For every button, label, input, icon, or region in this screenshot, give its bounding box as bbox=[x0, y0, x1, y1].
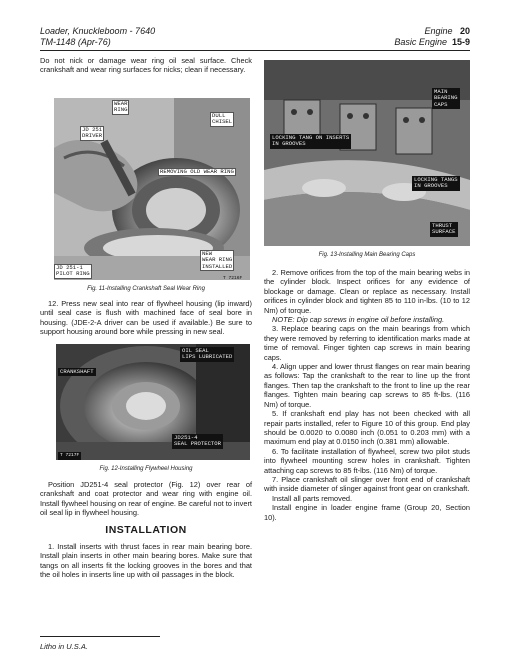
figure-12-code: T 7217F bbox=[58, 452, 81, 460]
footer-rule bbox=[40, 636, 160, 637]
install-all-paragraph: Install all parts removed. bbox=[272, 493, 353, 503]
position-paragraph: Position JD251-4 seal protector (Fig. 12) over rear of crankshaft and coat protector and wear ring with engine oil. Install flywheel housing on rear of engine. Be careful not to invert oil seal lip in flywheel housing. bbox=[40, 480, 252, 518]
right-column-text bbox=[264, 268, 470, 522]
install-engine-paragraph: Install engine in loader engine frame (Group 20, Section 10). bbox=[264, 503, 470, 522]
step-7-paragraph: 7. Place crankshaft oil slinger over front end of crankshaft with inside diameter of slinger against front gear on crankshaft. bbox=[264, 474, 470, 494]
installation-heading: INSTALLATION bbox=[105, 524, 187, 536]
label-locking-tangs: LOCKING TANGS IN GROOVES bbox=[414, 176, 458, 190]
figure-11-caption: Fig. 11-Installing Crankshaft Seal Wear Ring bbox=[87, 286, 205, 292]
label-wear-ring: WEAR RING bbox=[114, 100, 128, 114]
label-pilot-ring: JD 251-1 PILOT RING bbox=[56, 264, 90, 278]
section-number: 20 bbox=[459, 26, 470, 36]
label-thrust-surface: THRUST SURFACE bbox=[432, 222, 456, 236]
step-1-paragraph: 1. Install inserts with thrust faces in rear main bearing bore. Install plain inserts in other main bearing bores. Make sure that tangs on all inserts fit the locking grooves in the bores and that the oil holes in inserts line up with oil passages in the block. bbox=[40, 542, 252, 580]
note-paragraph: NOTE: Dip cap screws in engine oil before installing. bbox=[272, 315, 445, 325]
page-number: 15-9 bbox=[451, 37, 470, 47]
step-12-paragraph: 12. Press new seal into rear of flywheel housing (lip inward) until seal case is flush with machined face of seal bore in housing. (JDE-2-A driver can be used if available.) Be sure to support housing around bore while pressing in new seal. bbox=[40, 299, 252, 337]
label-dull-chisel: DULL CHISEL bbox=[212, 112, 233, 126]
step-6-paragraph: 6. To facilitate installation of flywheel, screw two pilot studs into flywheel mounting screw holes in crankshaft. Tighten attaching cap screws to 85 ft-lbs. (116 Nm) of torque. bbox=[264, 446, 470, 475]
step-3-paragraph: 3. Replace bearing caps on the main bearings from which they were removed by referring to identification marks made at time of removal. Finger tighten cap screws in main bearing caps. bbox=[264, 324, 470, 362]
intro-paragraph: Do not nick or damage wear ring oil seal surface. Check crankshaft and wear ring surfaces for nicks; clean if necessary. bbox=[40, 56, 252, 75]
step-2-paragraph: 2. Remove orifices from the top of the main bearing webs in the cylinder block. Inspect orifices for any evidence of blockage or damage. Clean or replace as necessary. Install orifices in cylinder block and tighten 85 to 110 in-lbs. (10 to 12 Nm) of torque. bbox=[264, 268, 470, 315]
label-removing-old-ring: REMOVING OLD WEAR RING bbox=[160, 168, 234, 175]
label-main-bearing-caps: MAIN BEARING CAPS bbox=[434, 88, 458, 108]
manual-title: Loader, Knuckleboom - 7640 bbox=[40, 26, 156, 36]
label-oil-seal: OIL SEAL LIPS LUBRICATED bbox=[182, 347, 233, 361]
manual-number: TM-1148 (Apr-76) bbox=[40, 37, 111, 47]
label-crankshaft: CRANKSHAFT bbox=[60, 368, 94, 375]
header-rule bbox=[40, 50, 470, 51]
header-left bbox=[40, 26, 155, 48]
label-locking-tang-inserts: LOCKING TANG ON INSERTS IN GROOVES bbox=[272, 134, 350, 148]
step-4-paragraph: 4. Align upper and lower thrust flanges on rear main bearing as follows: Tap the crankshaft to the rear to line up the front flanges. Then tap the crankshaft to the front to line up the rear flanges. Tighten main bearing cap screws to 85 ft-lbs. (116 Nm) of torque. bbox=[264, 362, 470, 409]
group-label: Basic Engine bbox=[394, 37, 447, 47]
figure-12-caption: Fig. 12-Installing Flywheel Housing bbox=[99, 466, 193, 472]
step-5-paragraph: 5. If crankshaft end play has not been checked with all repair parts installed, refer to Figure 10 of this group. End play should be 0.0020 to 0.0080 inch (0.051 to 0.203 mm) with a maximum end play at 0.0150 inch (0.381 mm) allowable. bbox=[264, 409, 470, 447]
label-jd251-driver: JD 251 DRIVER bbox=[82, 126, 103, 140]
label-seal-protector: JD251-4 SEAL PROTECTOR bbox=[174, 434, 221, 448]
section-label: Engine bbox=[424, 26, 453, 36]
label-new-wear-ring: NEW WEAR RING INSTALLED bbox=[202, 250, 233, 270]
figure-13-caption: Fig. 13-Installing Main Bearing Caps bbox=[318, 252, 416, 258]
figure-11-code: T 7216F bbox=[223, 276, 243, 281]
header-right bbox=[394, 26, 470, 48]
footer-text: Litho in U.S.A. bbox=[40, 642, 88, 651]
